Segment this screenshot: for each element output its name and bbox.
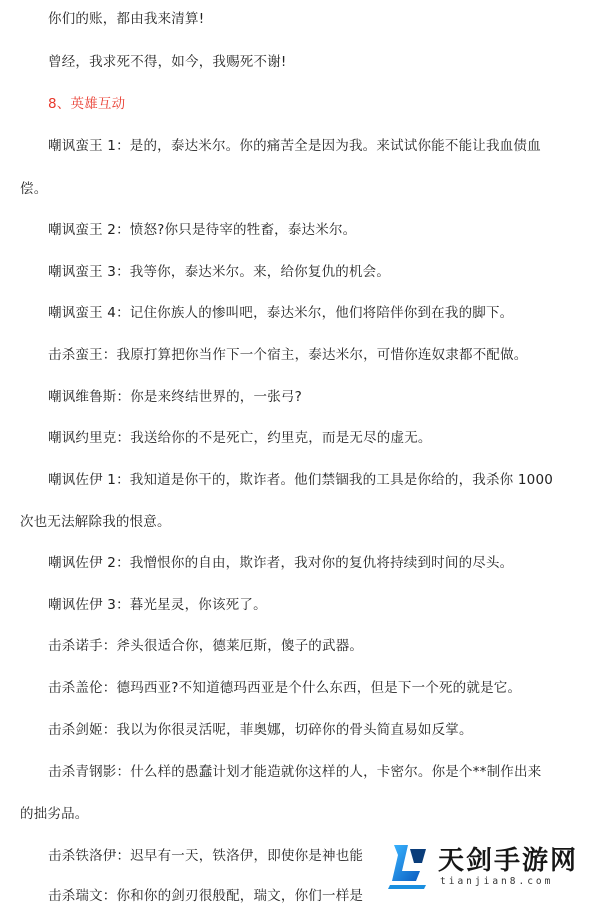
text-line: 嘲讽佐伊 3：暮光星灵，你该死了。 [48, 597, 267, 613]
text-line: 嘲讽蛮王 2：愤怒?你只是待宰的牲畜，泰达米尔。 [48, 222, 357, 238]
text-line: 嘲讽维鲁斯：你是来终结世界的，一张弓? [48, 389, 302, 405]
text-line: 嘲讽佐伊 2：我憎恨你的自由，欺诈者，我对你的复仇将持续到时间的尽头。 [48, 555, 514, 571]
text-line-continued: 的拙劣品。 [20, 806, 89, 822]
text-line: 击杀盖伦：德玛西亚?不知道德玛西亚是个什么东西，但是下一个死的就是它。 [48, 680, 522, 696]
site-watermark [368, 837, 590, 897]
section-heading: 8、英雄互动 [48, 96, 126, 112]
text-line-continued: 次也无法解除我的恨意。 [20, 514, 171, 530]
text-line: 击杀诺手：斧头很适合你，德莱厄斯，傻子的武器。 [48, 638, 364, 654]
text-line: 击杀蛮王：我原打算把你当作下一个宿主，泰达米尔，可惜你连奴隶都不配做。 [48, 347, 528, 363]
text-line: 你们的账，都由我来清算! [48, 11, 205, 27]
text-line: 嘲讽蛮王 3：我等你，泰达米尔。来，给你复仇的机会。 [48, 264, 391, 280]
text-line-continued: 偿。 [20, 181, 48, 197]
text-line: 嘲讽佐伊 1：我知道是你干的，欺诈者。他们禁锢我的工具是你给的，我杀你 1000 [48, 472, 554, 488]
watermark-url: tianjian8.com [440, 876, 554, 887]
text-line: 击杀铁洛伊：迟早有一天，铁洛伊，即使你是神也能 [48, 848, 364, 864]
watermark-title: 天剑手游网 [438, 846, 579, 876]
text-line: 击杀瑞文：你和你的剑刃很般配，瑞文，你们一样是 [48, 888, 364, 904]
text-line: 击杀青钢影：什么样的愚蠢计划才能造就你这样的人，卡密尔。你是个**制作出来 [48, 764, 542, 780]
text-line: 嘲讽约里克：我送给你的不是死亡，约里克，而是无尽的虚无。 [48, 430, 432, 446]
text-line: 击杀剑姬：我以为你很灵活呢，菲奥娜，切碎你的骨头简直易如反掌。 [48, 722, 473, 738]
sword-logo-icon [386, 841, 432, 893]
text-line: 嘲讽蛮王 1：是的，泰达米尔。你的痛苦全是因为我。来试试你能不能让我血债血 [48, 138, 541, 154]
text-line: 曾经，我求死不得，如今，我赐死不谢! [48, 54, 287, 70]
text-line: 嘲讽蛮王 4：记住你族人的惨叫吧，泰达米尔，他们将陪伴你到在我的脚下。 [48, 305, 514, 321]
